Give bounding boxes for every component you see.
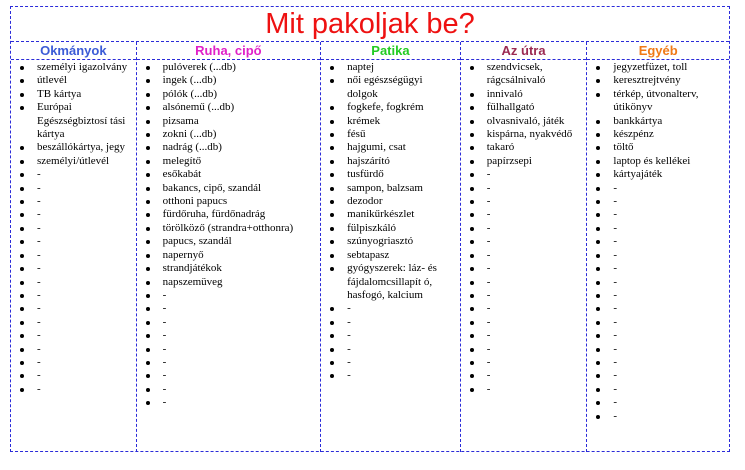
list-item: keresztrejtvény xyxy=(587,74,729,87)
columns-row xyxy=(11,42,729,452)
list-item: szendvicsek, rágcsálnivaló xyxy=(461,61,587,88)
list-item: - xyxy=(137,329,320,342)
list-item: strandjátékok xyxy=(137,262,320,275)
list-item: jegyzetfüzet, toll xyxy=(587,61,729,74)
list-item: - xyxy=(461,289,587,302)
list-item: fülhallgató xyxy=(461,101,587,114)
list-item: - xyxy=(587,369,729,382)
list-item: kispárna, nyakvédő xyxy=(461,128,587,141)
list-item: fésű xyxy=(321,128,460,141)
list-item: szúnyogriasztó xyxy=(321,235,460,248)
list-item: - xyxy=(461,195,587,208)
list-item: - xyxy=(587,343,729,356)
list-item: - xyxy=(461,182,587,195)
list-item: - xyxy=(321,302,460,315)
list-item: - xyxy=(587,249,729,262)
item-list xyxy=(321,60,460,383)
list-item: otthoni papucs xyxy=(137,195,320,208)
page-title: Mit pakoljak be? xyxy=(11,7,729,42)
list-item: - xyxy=(461,383,587,396)
list-item: - xyxy=(11,316,136,329)
list-item: hajgumi, csat xyxy=(321,141,460,154)
list-item: TB kártya xyxy=(11,88,136,101)
list-item: - xyxy=(461,168,587,181)
list-item: zokni (...db) xyxy=(137,128,320,141)
list-item: ingek (...db) xyxy=(137,74,320,87)
list-item: - xyxy=(461,356,587,369)
list-item: - xyxy=(321,329,460,342)
list-item: - xyxy=(587,262,729,275)
list-item: - xyxy=(587,289,729,302)
list-item: - xyxy=(587,410,729,423)
column-okmanyok xyxy=(11,42,137,452)
list-item: - xyxy=(587,208,729,221)
list-item: dezodor xyxy=(321,195,460,208)
column-egyeb xyxy=(587,42,729,452)
list-item: - xyxy=(11,208,136,221)
list-item: - xyxy=(11,262,136,275)
list-item: laptop és kellékei xyxy=(587,155,729,168)
list-item: manikűrkészlet xyxy=(321,208,460,221)
list-item: - xyxy=(11,383,136,396)
list-item: - xyxy=(587,396,729,409)
list-item: törölköző (strandra+otthonra) xyxy=(137,222,320,235)
list-item: melegítő xyxy=(137,155,320,168)
list-item: - xyxy=(321,343,460,356)
list-item: olvasnivaló, játék xyxy=(461,115,587,128)
list-item: pólók (...db) xyxy=(137,88,320,101)
list-item: - xyxy=(11,369,136,382)
list-item: kártyajáték xyxy=(587,168,729,181)
list-item: beszállókártya, jegy xyxy=(11,141,136,154)
list-item: - xyxy=(587,182,729,195)
list-item: személyi igazolvány xyxy=(11,61,136,74)
list-item: - xyxy=(461,369,587,382)
list-item: pulóverek (...db) xyxy=(137,61,320,74)
list-item: - xyxy=(587,235,729,248)
list-item: - xyxy=(11,195,136,208)
list-item: hajszárító xyxy=(321,155,460,168)
list-item: - xyxy=(11,289,136,302)
list-item: - xyxy=(461,276,587,289)
item-list xyxy=(587,60,729,423)
column-heading: Ruha, cipő xyxy=(137,42,320,60)
column-patika xyxy=(321,42,461,452)
list-item: készpénz xyxy=(587,128,729,141)
list-item: - xyxy=(461,343,587,356)
list-item: - xyxy=(11,235,136,248)
packing-list-table xyxy=(10,6,730,452)
list-item: bankkártya xyxy=(587,115,729,128)
list-item: - xyxy=(11,222,136,235)
list-item: sampon, balzsam xyxy=(321,182,460,195)
list-item: - xyxy=(11,329,136,342)
list-item: - xyxy=(587,222,729,235)
list-item: - xyxy=(461,302,587,315)
column-az-utra xyxy=(461,42,588,452)
list-item: - xyxy=(587,329,729,342)
list-item: - xyxy=(137,289,320,302)
list-item: - xyxy=(461,208,587,221)
column-ruha-cipo xyxy=(137,42,321,452)
list-item: krémek xyxy=(321,115,460,128)
list-item: fülpiszkáló xyxy=(321,222,460,235)
list-item: gyógyszerek: láz- és fájdalomcsillapít ó, hasfogó, kalcium xyxy=(321,262,460,302)
list-item: - xyxy=(461,316,587,329)
list-item: útlevél xyxy=(11,74,136,87)
list-item: nadrág (...db) xyxy=(137,141,320,154)
list-item: - xyxy=(137,343,320,356)
list-item: - xyxy=(11,182,136,195)
list-item: - xyxy=(137,369,320,382)
column-heading: Egyéb xyxy=(587,42,729,60)
list-item: - xyxy=(461,235,587,248)
list-item: - xyxy=(461,222,587,235)
list-item: - xyxy=(461,249,587,262)
list-item: - xyxy=(11,302,136,315)
list-item: napszemüveg xyxy=(137,276,320,289)
list-item: tusfürdő xyxy=(321,168,460,181)
list-item: - xyxy=(11,356,136,369)
list-item: - xyxy=(587,276,729,289)
item-list xyxy=(11,60,136,396)
list-item: papucs, szandál xyxy=(137,235,320,248)
list-item: Európai Egészségbiztosí tási kártya xyxy=(11,101,136,141)
list-item: női egészségügyi dolgok xyxy=(321,74,460,101)
list-item: - xyxy=(137,356,320,369)
list-item: naptej xyxy=(321,61,460,74)
list-item: - xyxy=(587,356,729,369)
list-item: alsónemű (...db) xyxy=(137,101,320,114)
list-item: esőkabát xyxy=(137,168,320,181)
list-item: fogkefe, fogkrém xyxy=(321,101,460,114)
list-item: - xyxy=(587,302,729,315)
list-item: fürdőruha, fürdőnadrág xyxy=(137,208,320,221)
list-item: papírzsepi xyxy=(461,155,587,168)
list-item: - xyxy=(137,383,320,396)
list-item: személyi/útlevél xyxy=(11,155,136,168)
column-heading: Patika xyxy=(321,42,460,60)
column-heading: Az útra xyxy=(461,42,587,60)
list-item: - xyxy=(321,316,460,329)
list-item: - xyxy=(321,369,460,382)
list-item: innivaló xyxy=(461,88,587,101)
list-item: - xyxy=(461,262,587,275)
list-item: térkép, útvonalterv, útikönyv xyxy=(587,88,729,115)
column-heading: Okmányok xyxy=(11,42,136,60)
list-item: töltő xyxy=(587,141,729,154)
list-item: - xyxy=(11,249,136,262)
list-item: - xyxy=(137,302,320,315)
list-item: pizsama xyxy=(137,115,320,128)
list-item: - xyxy=(587,316,729,329)
list-item: - xyxy=(321,356,460,369)
list-item: - xyxy=(587,383,729,396)
item-list xyxy=(137,60,320,410)
item-list xyxy=(461,60,587,396)
list-item: napernyő xyxy=(137,249,320,262)
list-item: sebtapasz xyxy=(321,249,460,262)
list-item: - xyxy=(11,343,136,356)
list-item: - xyxy=(461,329,587,342)
list-item: - xyxy=(11,168,136,181)
list-item: - xyxy=(11,276,136,289)
list-item: takaró xyxy=(461,141,587,154)
list-item: - xyxy=(137,316,320,329)
list-item: - xyxy=(137,396,320,409)
list-item: bakancs, cipő, szandál xyxy=(137,182,320,195)
list-item: - xyxy=(587,195,729,208)
